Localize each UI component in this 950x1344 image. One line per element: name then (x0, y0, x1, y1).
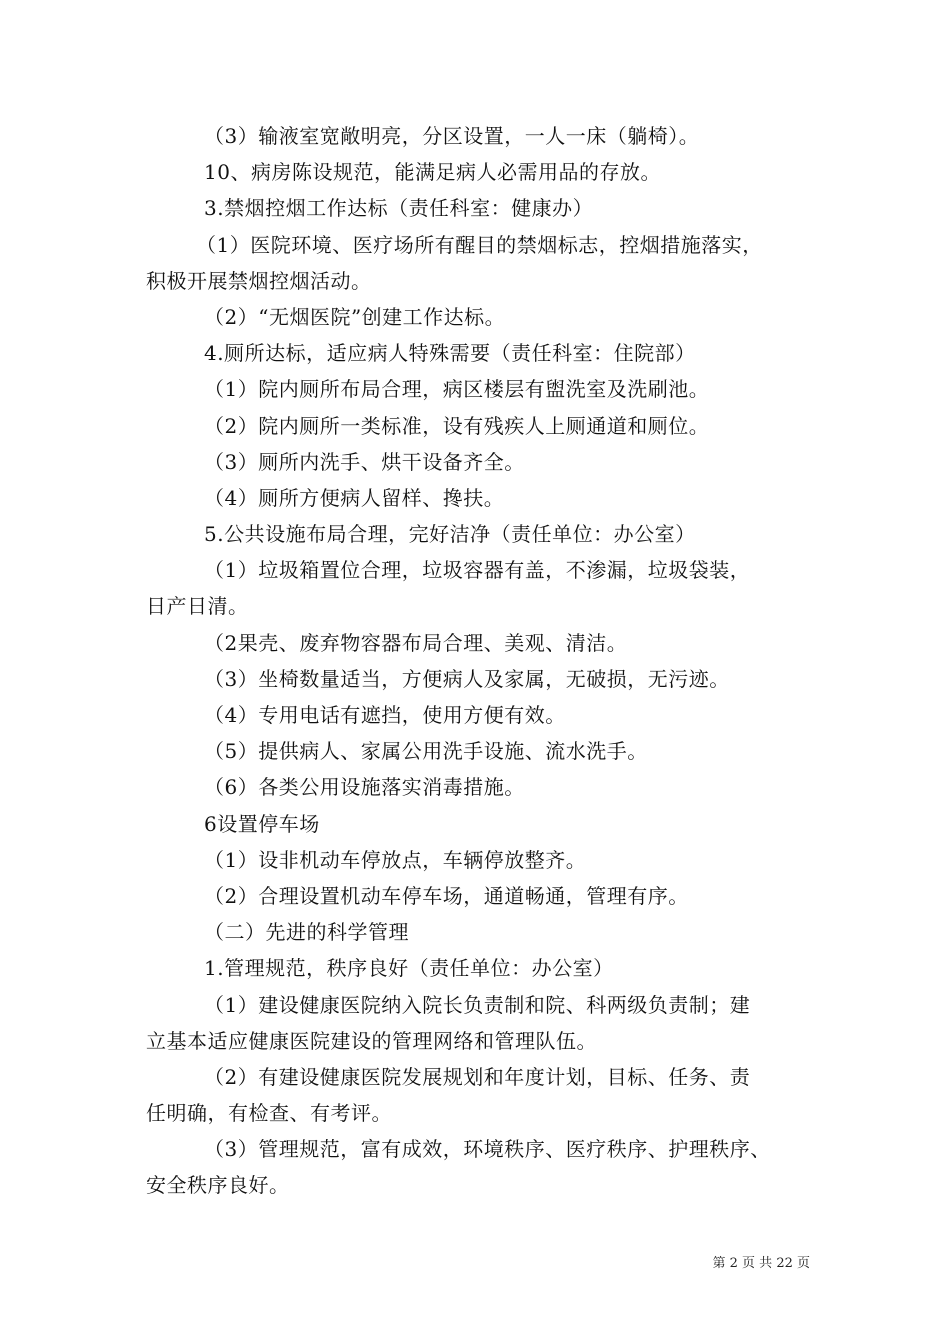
text-line: （4）专用电话有遮挡，使用方便有效。 (204, 703, 566, 727)
text-line: （3）输液室宽敞明亮，分区设置，一人一床（躺椅）。 (204, 124, 700, 148)
text-line: （3）厕所内洗手、烘干设备齐全。 (204, 449, 525, 474)
document-body (146, 118, 832, 1204)
text-line: （1）建设健康医院纳入院长负责制和院、科两级负责制；建 (204, 992, 751, 1017)
section-heading: 5.公共设施布局合理，完好洁净（责任单位：办公室） (204, 522, 696, 547)
text-line: （2果壳、废弃物容器布局合理、美观、清洁。 (204, 630, 628, 655)
text-line: （3）管理规范，富有成效，环境秩序、医疗秩序、护理秩序、 (204, 1137, 771, 1162)
text-line: 10、病房陈设规范，能满足病人必需用品的存放。 (204, 160, 661, 185)
text-line: （1）垃圾箱置位合理，垃圾容器有盖，不渗漏，垃圾袋装， (204, 558, 751, 583)
section-heading: 3.禁烟控烟工作达标（责任科室：健康办） (204, 196, 594, 221)
page-number: 第 2 页 共 22 页 (712, 1256, 810, 1271)
text-line: （1）医院环境、医疗场所有醒目的禁烟标志，控烟措施落实， (196, 232, 763, 257)
section-heading: 6设置停车场 (204, 811, 320, 836)
text-line: 日产日清。 (146, 594, 249, 619)
text-line: （2）合理设置机动车停车场，通道畅通，管理有序。 (204, 883, 689, 908)
section-heading: 1.管理规范，秩序良好（责任单位：办公室） (204, 956, 614, 981)
text-line: 安全秩序良好。 (146, 1173, 290, 1198)
text-line: （1）院内厕所布局合理，病区楼层有盥洗室及洗刷池。 (204, 377, 710, 402)
text-line: （6）各类公用设施落实消毒措施。 (204, 775, 525, 800)
text-line: （2）有建设健康医院发展规划和年度计划，目标、任务、责 (204, 1064, 751, 1089)
text-line: （1）设非机动车停放点，车辆停放整齐。 (204, 847, 587, 872)
section-heading: 4.厕所达标，适应病人特殊需要（责任科室：住院部） (204, 341, 696, 366)
section-heading: （二）先进的科学管理 (204, 920, 409, 945)
text-line: 任明确，有检查、有考评。 (146, 1101, 392, 1126)
text-line: （3）坐椅数量适当，方便病人及家属，无破损，无污迹。 (204, 666, 730, 691)
text-line: （5）提供病人、家属公用洗手设施、流水洗手。 (204, 739, 648, 764)
text-line: 积极开展禁烟控烟活动。 (146, 268, 372, 293)
text-line: （2）“无烟医院”创建工作达标。 (204, 304, 506, 329)
text-line: （4）厕所方便病人留样、搀扶。 (204, 485, 505, 510)
text-line: 立基本适应健康医院建设的管理网络和管理队伍。 (146, 1028, 597, 1053)
text-line: （2）院内厕所一类标准，设有残疾人上厕通道和厕位。 (204, 413, 710, 438)
